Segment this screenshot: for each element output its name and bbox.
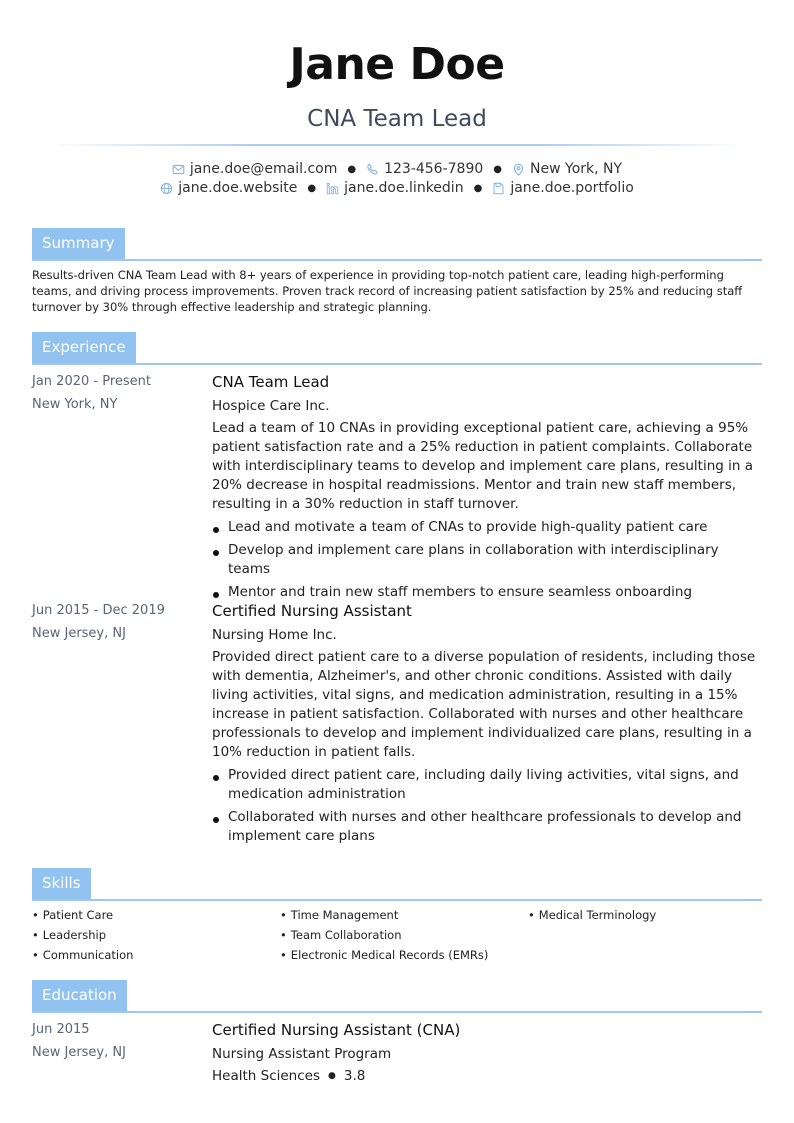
education-date: Jun 2015 [32, 1022, 90, 1037]
skills-heading: Skills [32, 868, 91, 899]
resume-header [0, 0, 794, 198]
candidate-title: CNA Team Lead [307, 106, 487, 132]
map-pin-icon [512, 163, 525, 176]
skill-item: • Electronic Medical Records (EMRs) [280, 947, 528, 963]
education-meta [32, 1018, 202, 1064]
linkedin-icon [326, 182, 339, 195]
skill-item: • Medical Terminology [528, 907, 762, 923]
envelope-icon [172, 163, 185, 176]
skill-item: • Time Management [280, 907, 528, 923]
contact-phone[interactable] [366, 160, 483, 179]
job-bullets [212, 518, 762, 602]
education-degree: Certified Nursing Assistant (CNA) [212, 1021, 461, 1039]
job-dates: Jun 2015 - Dec 2019 [32, 603, 165, 618]
phone-icon [366, 163, 379, 176]
contact-location [512, 160, 622, 179]
experience-heading: Experience [32, 332, 136, 363]
globe-icon [160, 182, 173, 195]
summary-section-header [32, 228, 762, 261]
location-text: New York, NY [530, 161, 623, 177]
contact-row-primary [0, 160, 794, 179]
education-gpa: 3.8 [343, 1068, 366, 1084]
contact-portfolio[interactable] [492, 179, 633, 198]
summary-text: Results-driven CNA Team Lead with 8+ years of experience in providing top-notch patient care, leading high-performing teams, and driving process improvements. Proven track record of increasing patient satisfaction by 25% and reducing staff turnover by 30% through effective leadership and strategic planning. [32, 268, 743, 314]
education-separator: ● [328, 1071, 336, 1081]
contact-linkedin[interactable] [326, 179, 463, 198]
list-item: Provided direct patient care, including daily living activities, vital signs, and medication administration [212, 766, 762, 804]
linkedin-text: jane.doe.linkedin [344, 180, 464, 196]
skill-item: • Team Collaboration [280, 927, 528, 943]
list-item: Lead and motivate a team of CNAs to provide high-quality patient care [212, 518, 762, 537]
portfolio-text: jane.doe.portfolio [510, 180, 634, 196]
portfolio-icon [492, 182, 505, 195]
header-divider [47, 144, 747, 146]
skills-section-header [32, 868, 762, 901]
skill-empty-cell [528, 927, 762, 943]
job-meta [32, 599, 202, 645]
job-dates: Jan 2020 - Present [32, 374, 151, 389]
education-section-header [32, 980, 762, 1013]
list-item: Develop and implement care plans in collaboration with interdisciplinary teams [212, 541, 762, 579]
experience-section-header [32, 332, 762, 365]
skill-item: • Leadership [32, 927, 280, 943]
education-field-gpa [212, 1065, 762, 1087]
skills-list [32, 907, 762, 963]
education-location: New Jersey, NJ [32, 1045, 126, 1060]
skill-item: • Patient Care [32, 907, 280, 923]
education-program: Nursing Assistant Program [212, 1046, 392, 1062]
education-field: Health Sciences [212, 1068, 320, 1084]
job-meta [32, 370, 202, 416]
website-text: jane.doe.website [178, 180, 298, 196]
job-role: CNA Team Lead [212, 373, 330, 391]
job-company: Nursing Home Inc. [212, 627, 337, 643]
list-item: Collaborated with nurses and other healthcare professionals to develop and implement care plans [212, 808, 762, 846]
job-location: New York, NY [32, 397, 118, 412]
job-role: Certified Nursing Assistant [212, 602, 412, 620]
job-company: Hospice Care Inc. [212, 398, 330, 414]
contact-separator: ● [347, 164, 357, 175]
summary-heading: Summary [32, 228, 125, 259]
list-item: Mentor and train new staff members to ensure seamless onboarding [212, 583, 762, 602]
contact-separator: ● [307, 183, 317, 194]
education-heading: Education [32, 980, 127, 1011]
job-bullets [212, 766, 762, 846]
candidate-name: Jane Doe [289, 39, 505, 90]
phone-text: 123-456-7890 [384, 161, 484, 177]
contact-separator: ● [473, 183, 483, 194]
job-details [212, 599, 762, 850]
contact-row-secondary [0, 179, 794, 198]
job-details [212, 370, 762, 606]
skill-item: • Communication [32, 947, 280, 963]
contact-website[interactable] [160, 179, 297, 198]
education-details [212, 1018, 762, 1087]
job-description: Provided direct patient care to a diverse population of residents, including those with dementia, Alzheimer's, and other chronic conditions. Assisted with daily living activities, vital signs, and medication administration, resulting in a 15% increase in patient satisfaction. Collaborated with nurses and other healthcare professionals to develop and implement individualized care plans, resulting in a 10% reduction in patient falls. [212, 649, 756, 760]
contact-separator: ● [493, 164, 503, 175]
email-text: jane.doe@email.com [189, 161, 338, 177]
contact-email[interactable] [172, 160, 337, 179]
job-location: New Jersey, NJ [32, 626, 126, 641]
job-description: Lead a team of 10 CNAs in providing exceptional patient care, achieving a 95% patient satisfaction rate and a 25% reduction in patient complaints. Collaborate with interdisciplinary teams to develop and implement care plans, resulting in a 20% decrease in hospital readmissions. Mentor and train new staff members, resulting in a 30% reduction in staff turnover. [212, 420, 753, 512]
